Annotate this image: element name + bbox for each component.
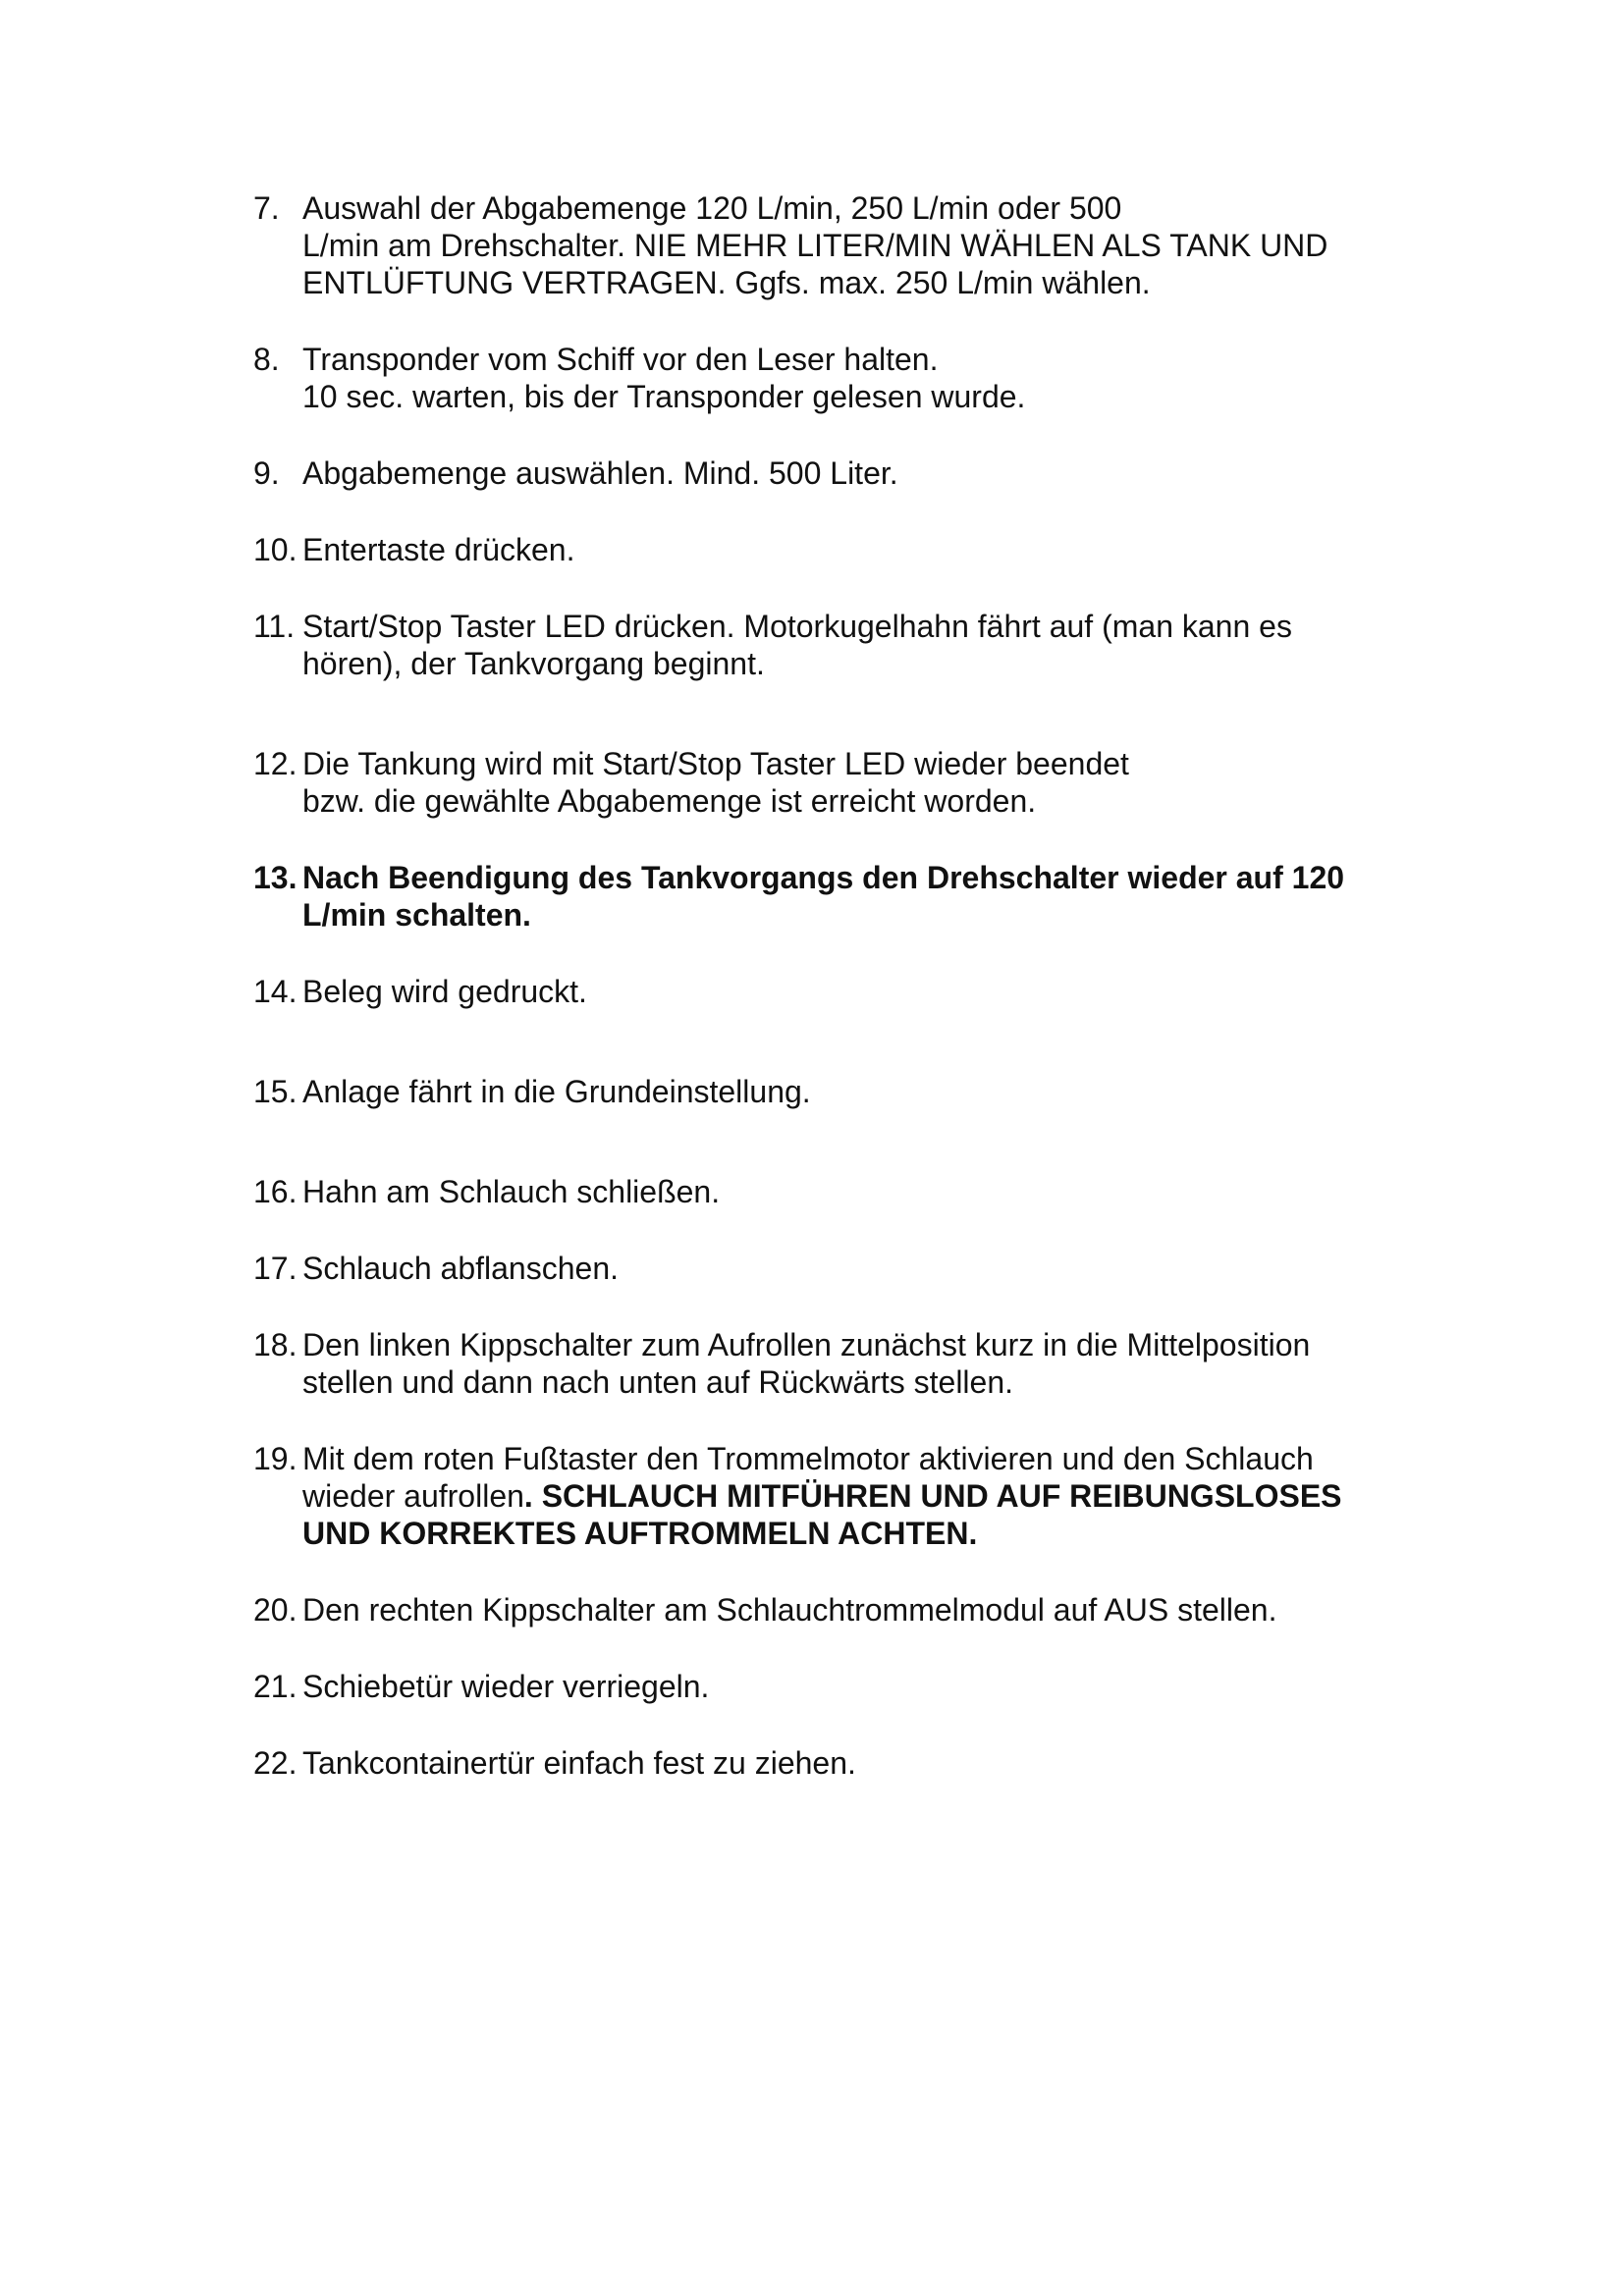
- item-number: 9.: [253, 455, 280, 491]
- item-text: Die Tankung wird mit Start/Stop Taster LED wieder beendet bzw. die gewählte Abgabemenge ist erreicht worden.: [302, 746, 1129, 819]
- item-number: 10.: [253, 532, 298, 567]
- list-item-21: [253, 1668, 1412, 1705]
- list-item-9: [253, 454, 1412, 492]
- list-item-22: [253, 1744, 1412, 1782]
- list-item-8: [253, 341, 1412, 415]
- item-number: 11.: [253, 609, 296, 644]
- item-number: 15.: [253, 1074, 298, 1109]
- item-number: 12.: [253, 746, 298, 781]
- item-text-plain: Mit dem roten Fußtaster den Trommelmotor aktivieren und den Schlauch wieder aufrollen: [302, 1441, 1314, 1514]
- item-number: 22.: [253, 1745, 298, 1781]
- item-text: Den rechten Kippschalter am Schlauchtrommelmodul auf AUS stellen.: [302, 1592, 1277, 1628]
- list-item-12: [253, 745, 1412, 820]
- item-text: Start/Stop Taster LED drücken. Motorkugelhahn fährt auf (man kann es hören), der Tankvorgang beginnt.: [302, 609, 1292, 681]
- item-text: Entertaste drücken.: [302, 532, 575, 567]
- item-text: [302, 1440, 1412, 1552]
- item-text: Tankcontainertür einfach fest zu ziehen.: [302, 1745, 856, 1781]
- list-item-13: [253, 859, 1412, 934]
- item-text: Hahn am Schlauch schließen.: [302, 1174, 721, 1209]
- list-item-15: [253, 1073, 1412, 1110]
- item-text: Beleg wird gedruckt.: [302, 974, 587, 1009]
- instruction-list: [253, 189, 1412, 1782]
- item-text: Den linken Kippschalter zum Aufrollen zunächst kurz in die Mittelposition stellen und dann nach unten auf Rückwärts stellen.: [302, 1327, 1311, 1400]
- list-item-11: [253, 608, 1412, 682]
- item-text: Nach Beendigung des Tankvorgangs den Drehschalter wieder auf 120 L/min schalten.: [302, 860, 1345, 933]
- item-number: 7.: [253, 190, 280, 226]
- list-item-18: [253, 1326, 1412, 1401]
- list-item-7: [253, 189, 1412, 301]
- list-item-10: [253, 531, 1412, 568]
- item-text: Schlauch abflanschen.: [302, 1251, 619, 1286]
- list-item-19: [253, 1440, 1412, 1552]
- list-item-20: [253, 1591, 1412, 1629]
- list-item-16: [253, 1173, 1412, 1210]
- list-item-17: [253, 1250, 1412, 1287]
- item-number: 17.: [253, 1251, 298, 1286]
- item-text: Auswahl der Abgabemenge 120 L/min, 250 L/min oder 500 L/min am Drehschalter. NIE MEHR LITER/MIN WÄHLEN ALS TANK UND ENTLÜFTUNG VERTRAGEN. Ggfs. max. 250 L/min wählen.: [302, 190, 1328, 300]
- item-text: Transponder vom Schiff vor den Leser halten. 10 sec. warten, bis der Transponder gelesen wurde.: [302, 342, 1026, 414]
- item-text-bold: . SCHLAUCH MITFÜHREN UND AUF REIBUNGSLOSES UND KORREKTES AUFTROMMELN ACHTEN.: [302, 1478, 1342, 1551]
- item-text: Anlage fährt in die Grundeinstellung.: [302, 1074, 811, 1109]
- item-text: Abgabemenge auswählen. Mind. 500 Liter.: [302, 455, 898, 491]
- item-text: Schiebetür wieder verriegeln.: [302, 1669, 710, 1704]
- item-number: 13.: [253, 860, 298, 895]
- item-number: 14.: [253, 974, 298, 1009]
- item-number: 19.: [253, 1441, 298, 1476]
- item-number: 8.: [253, 342, 280, 377]
- item-number: 21.: [253, 1669, 298, 1704]
- item-number: 16.: [253, 1174, 298, 1209]
- item-number: 18.: [253, 1327, 298, 1362]
- list-item-14: [253, 973, 1412, 1010]
- item-number: 20.: [253, 1592, 298, 1628]
